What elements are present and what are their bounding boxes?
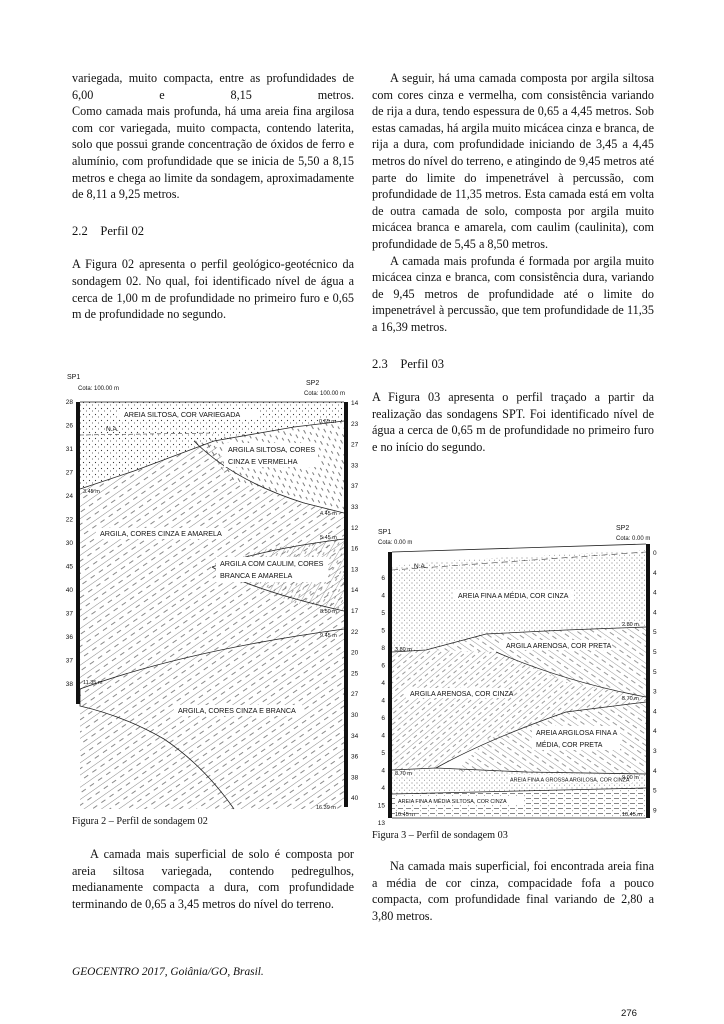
- fig3-depth-sp1-870: 8.70 m: [395, 771, 412, 777]
- fig3-depth-sp2-900: 9.00 m: [622, 775, 639, 781]
- fig2-label-layer2a: ARGILA SILTOSA, CORES: [228, 445, 316, 454]
- fig3-spt-left: [378, 575, 386, 827]
- spt-value: 5: [381, 610, 385, 617]
- spt-value: 5: [653, 629, 657, 637]
- figure-3-drawing: [366, 522, 662, 827]
- fig2-label-layer4b: BRANCA E AMARELA: [220, 571, 293, 580]
- paragraph: A seguir, há uma camada composta por argila siltosa com cores cinza e vermelha, com consistência variando de rija a dura, tendo espessura de 0,65 a 4,45 metros. Sob estas camadas, há argila muito micácea cinza e branca, de rija a dura, com profundidade iniciando de 3,45 a 4,45 metros do nível do terreno, e atingindo de 9,45 metros até parte do limite do impenetrável à percussão, com profundidade de 11,35 metros. Esta camada está em volta de outra camada de solo, composta por argila muito micácea branca e amarela, com caulim (caulinita), com profundidade de 5,45 a 8,50 metros.: [372, 71, 654, 251]
- fig2-depth-sp2-545: 5.45 m: [320, 535, 337, 541]
- spt-value: 6: [381, 715, 385, 722]
- fig2-spt-right: [351, 400, 359, 802]
- paragraph: A Figura 02 apresenta o perfil geológico-geotécnico da sondagem 02. No qual, foi identificado nível de água a cerca de 1,00 m de profundidade no primeiro furo e 0,65 m de profundidade no segundo.: [72, 257, 354, 322]
- fig3-label-layer2: ARGILA ARENOSA, COR PRETA: [506, 643, 612, 650]
- spt-value: 36: [351, 753, 359, 761]
- spt-value: 14: [351, 587, 359, 595]
- spt-value: 31: [65, 446, 73, 453]
- figure-2-caption: Figura 2 – Perfil de sondagem 02: [72, 816, 208, 827]
- spt-value: 37: [65, 610, 73, 618]
- spt-value: 15: [377, 802, 385, 810]
- spt-value: 28: [65, 399, 73, 406]
- fig3-sp1-label: SP1: [378, 529, 392, 536]
- spt-value: 16: [351, 545, 359, 553]
- fig2-sp1-cota: Cota: 100.00 m: [78, 386, 120, 392]
- fig3-sp2-label: SP2: [616, 525, 630, 532]
- spt-value: 34: [351, 732, 359, 740]
- spt-value: 4: [381, 767, 385, 775]
- spt-value: 4: [381, 785, 385, 792]
- fig3-sp1-borehole: [388, 552, 392, 818]
- fig3-label-layer3: ARGILA ARENOSA, COR CINZA: [410, 691, 514, 698]
- page-number: 276: [620, 1008, 637, 1019]
- fig3-label-layer6: AREIA FINA A MÉDIA SILTOSA, COR CINZA: [398, 799, 507, 805]
- fig2-depth-sp2-1639: 16.39 m: [316, 805, 336, 811]
- fig2-sp2-cota: Cota: 100.00 m: [304, 391, 346, 397]
- spt-value: 4: [653, 589, 657, 597]
- fig2-label-layer5: ARGILA, CORES CINZA E BRANCA: [178, 706, 296, 715]
- fig3-label-layer1: AREIA FINA A MÉDIA, COR CINZA: [458, 593, 569, 600]
- fig3-sp2-borehole: [646, 544, 650, 818]
- figure-2-profile: [64, 371, 358, 813]
- fig2-depth-sp1-345: 3.45 m: [83, 489, 100, 495]
- fig2-depth-sp1-1135: 11.35 m: [83, 680, 103, 686]
- spt-value: 14: [351, 400, 359, 407]
- right-column-top: [372, 70, 654, 455]
- fig3-depth-sp2-280: 2.80 m: [622, 622, 639, 628]
- spt-value: 3: [653, 748, 657, 755]
- spt-value: 38: [65, 681, 73, 688]
- spt-value: 5: [381, 627, 385, 635]
- paragraph: A camada mais superficial de solo é composta por areia siltosa variegada, contendo pedregulhos, medianamente compacta a dura, com profundidade terminando de 0,65 a 3,45 metros do nível do terreno.: [72, 847, 354, 911]
- section-heading: 2.3 Perfil 03: [372, 356, 445, 371]
- fig2-spt-left: [66, 399, 74, 688]
- spt-value: 38: [351, 774, 359, 782]
- spt-value: 24: [65, 493, 73, 500]
- paragraph: Como camada mais profunda, há uma areia fina argilosa com cor variegada, muito compacta, contendo laterita, solo que possui grande concentração de óxidos de ferro e alumínio, com profundidade que se inicia de 5,50 a 8,15 metros e chega ao limite da sondagem, aproximadamente de 8,11 a 9,25 metros.: [72, 104, 354, 202]
- spt-value: 3: [653, 688, 657, 696]
- spt-value: 27: [351, 441, 359, 449]
- spt-value: 22: [351, 628, 359, 636]
- spt-value: 23: [351, 420, 359, 428]
- figure-3-profile: [366, 522, 662, 827]
- spt-value: 36: [65, 634, 73, 641]
- spt-value: 26: [65, 422, 73, 430]
- spt-value: 4: [381, 592, 385, 600]
- spt-value: 4: [653, 609, 657, 617]
- spt-value: 5: [653, 649, 657, 656]
- fig3-depth-sp1-380: 3.80 m: [395, 647, 412, 653]
- fig2-label-layer3: ARGILA, CORES CINZA E AMARELA: [100, 529, 222, 538]
- fig3-sp2-cota: Cota: 0.00 m: [616, 536, 651, 542]
- fig3-na-label: N.A.: [414, 563, 427, 570]
- spt-value: 37: [351, 483, 359, 491]
- spt-value: 5: [653, 787, 657, 795]
- spt-value: 27: [351, 691, 359, 699]
- spt-value: 13: [351, 566, 359, 574]
- fig2-label-layer2b: CINZA E VERMELHA: [228, 457, 298, 466]
- fig3-depth-sp2-570: 5.70 m: [622, 696, 639, 702]
- spt-value: 12: [351, 524, 359, 532]
- spt-value: 40: [65, 587, 73, 594]
- spt-value: 25: [351, 670, 359, 678]
- spt-value: 40: [351, 795, 359, 803]
- fig2-depth-sp2-945: 9.45 m: [320, 633, 337, 639]
- page-footer: GEOCENTRO 2017, Goiânia/GO, Brasil.: [72, 966, 264, 978]
- figure-3-caption: Figura 3 – Perfil de sondagem 03: [372, 830, 508, 841]
- fig2-sp2-borehole: [344, 402, 348, 807]
- fig3-label-layer5: AREIA FINA A GROSSA ARGILOSA, COR CINZA: [510, 777, 630, 784]
- spt-value: 37: [65, 657, 73, 665]
- left-column-top: [72, 70, 354, 323]
- paragraph: variegada, muito compacta, entre as profundidades de 6,00 e 8,15 metros.: [72, 71, 354, 102]
- spt-value: 33: [351, 462, 359, 470]
- fig2-depth-sp2-065: 0.65 m: [319, 419, 336, 425]
- spt-value: 13: [377, 820, 385, 827]
- fig2-label-layer4a: ARGILA COM CAULIM, CORES: [220, 559, 324, 568]
- spt-value: 20: [351, 649, 359, 657]
- fig2-sp2-label: SP2: [306, 380, 320, 387]
- fig3-depth-sp2-1045: 10.45 m: [622, 812, 642, 818]
- fig2-depth-sp2-850: 8.50 m: [320, 609, 337, 615]
- spt-value: 4: [381, 680, 385, 687]
- spt-value: 22: [65, 516, 73, 524]
- fig2-sp1-borehole: [76, 402, 80, 704]
- fig2-depth-sp2-445: 4.45 m: [320, 511, 337, 517]
- fig2-na-label: N.A.: [106, 426, 119, 433]
- fig3-label-layer4a: AREIA ARGILOSA FINA A: [536, 730, 618, 737]
- spt-value: 0: [653, 550, 657, 557]
- figure-2-drawing: [64, 371, 358, 813]
- spt-value: 6: [381, 575, 385, 582]
- spt-value: 6: [381, 662, 385, 670]
- spt-value: 8: [381, 645, 385, 652]
- spt-value: 4: [653, 708, 657, 716]
- spt-value: 9: [653, 807, 657, 815]
- spt-value: 5: [381, 750, 385, 757]
- paragraph: A camada mais profunda é formada por argila muito micácea cinza e branca, com consistência dura, variando de 9,45 metros de profundidade até o limite do impenetrável à percussão, que tem profundidade de 11,35 a 16,39 metros.: [372, 253, 654, 334]
- fig3-depth-sp1-1045: 10.45 m: [395, 812, 415, 818]
- spt-value: 5: [653, 668, 657, 676]
- fig2-label-layer1: AREIA SILTOSA, COR VARIEGADA: [124, 410, 241, 419]
- paragraph: A Figura 03 apresenta o perfil traçado a partir da realização das sondagens SPT. Foi identificado nível de água a cerca de 0,65 m de profundidade no primeiro furo e no início do segundo.: [372, 390, 654, 454]
- spt-value: 4: [381, 697, 385, 705]
- spt-value: 33: [351, 504, 359, 511]
- left-column-bottom: [72, 846, 354, 912]
- spt-value: 4: [653, 767, 657, 775]
- spt-value: 27: [65, 469, 73, 477]
- right-column-bottom: [372, 858, 654, 924]
- spt-value: 30: [351, 712, 359, 719]
- fig3-label-layer4b: MÉDIA, COR PRETA: [536, 742, 603, 749]
- paragraph: Na camada mais superficial, foi encontrada areia fina a média de cor cinza, compacidade fofa a pouco compacta, com profundidade final variando de 2,80 a 3,80 metros.: [372, 859, 654, 923]
- spt-value: 4: [653, 728, 657, 736]
- spt-value: 17: [351, 608, 359, 615]
- section-heading: 2.2 Perfil 02: [72, 223, 145, 238]
- fig2-sp1-label: SP1: [67, 374, 81, 381]
- spt-value: 4: [381, 732, 385, 740]
- fig3-spt-right: [653, 550, 657, 814]
- spt-value: 45: [65, 563, 73, 571]
- spt-value: 4: [653, 569, 657, 577]
- fig3-sp1-cota: Cota: 0.00 m: [378, 540, 413, 546]
- spt-value: 30: [65, 540, 73, 547]
